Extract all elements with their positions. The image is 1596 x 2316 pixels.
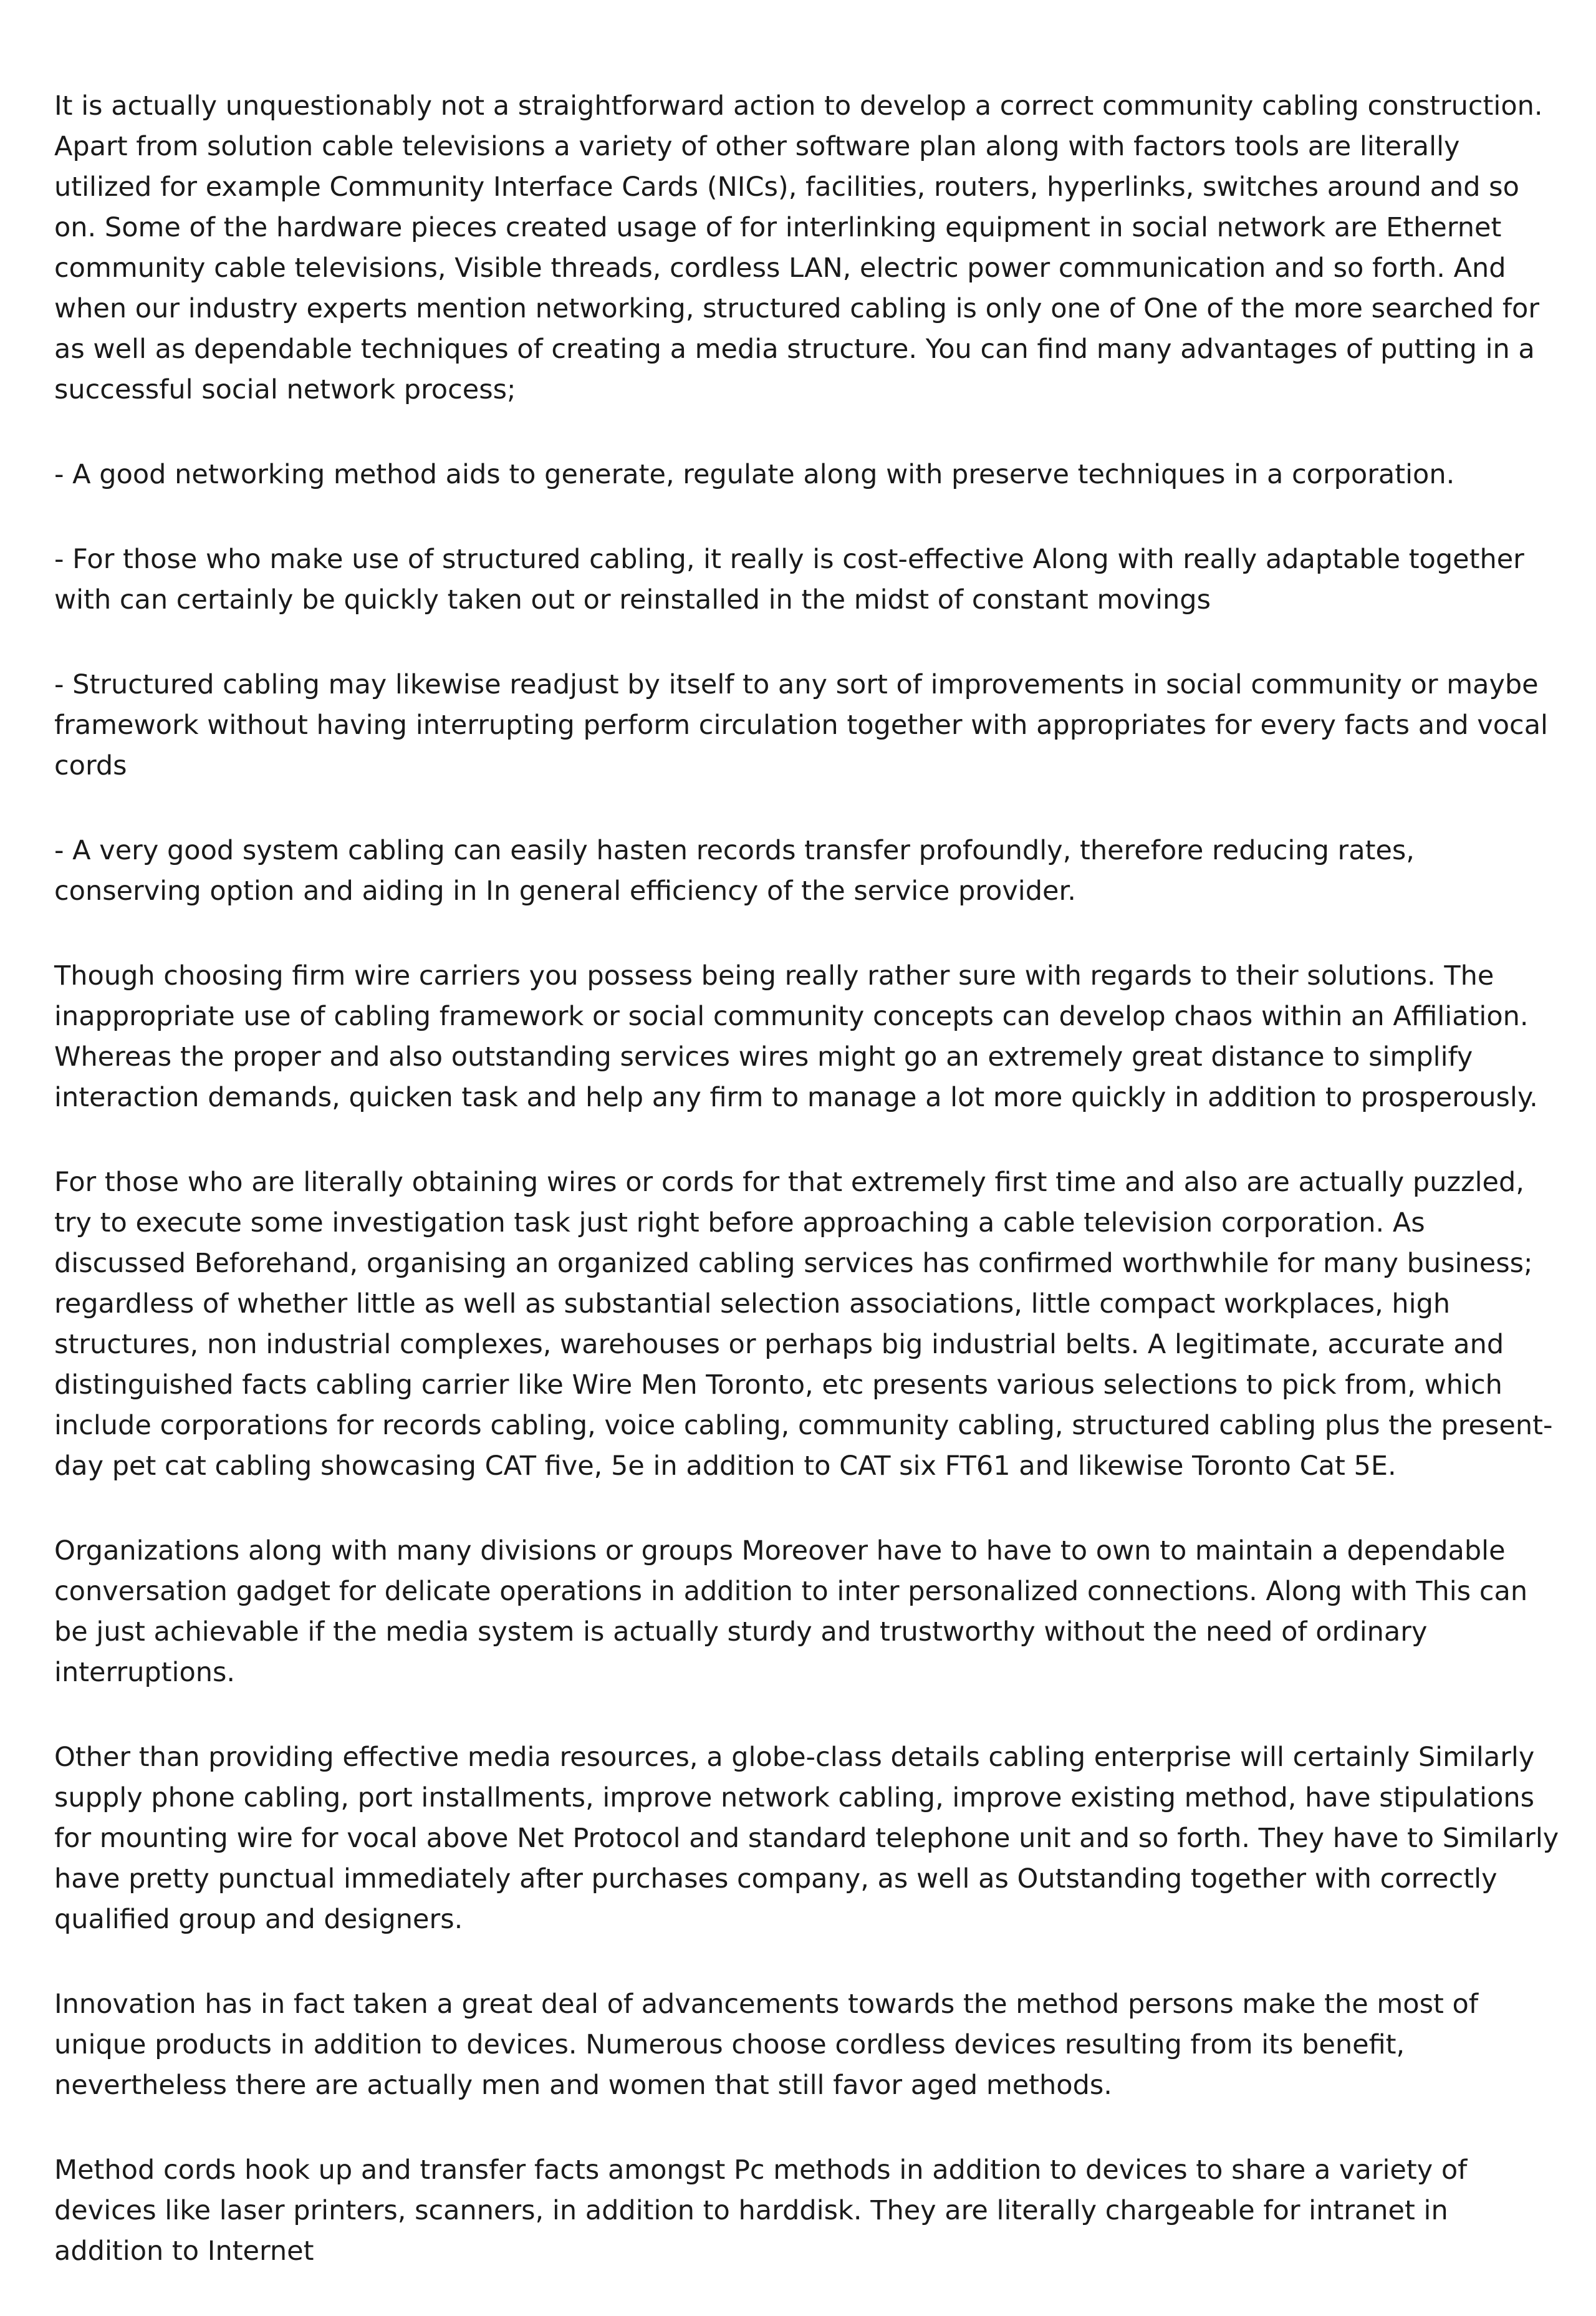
paragraph: Innovation has in fact taken a great deal of advancements towards the method persons make the most of unique products in addition to devices. Numerous choose cordless devices resulting from its benefit, nevertheless there are actually men and women that still favor aged methods. [54,1989,1478,2101]
paragraph: Organizations along with many divisions or groups Moreover have to have to own to maintain a dependable conversation gadget for delicate operations in addition to inter personalized connections. Along with This can be just achievable if the media system is actually sturdy and trustworthy without the need of ordinary interruptions. [54,1535,1528,1688]
bullet-paragraph: - Structured cabling may likewise readjust by itself to any sort of improvements in social community or maybe framework without having interrupting perform circulation together with appropriates for every facts and vocal cords [54,669,1548,781]
bullet-paragraph: - For those who make use of structured cabling, it really is cost-effective Along with really adaptable together with can certainly be quickly taken out or reinstalled in the midst of constant movings [54,544,1524,615]
paragraph: Other than providing effective media resources, a globe-class details cabling enterprise will certainly Similarly supply phone cabling, port installments, improve network cabling, improve existing method, have stipulations for mounting wire for vocal above Net Protocol and standard telephone unit and so forth. They have to Similarly have pretty punctual immediately after purchases company, as well as Outstanding together with correctly qualified group and designers. [54,1742,1559,1935]
document-body [54,86,1563,2316]
paragraph: For those who are literally obtaining wires or cords for that extremely first time and also are actually puzzled, try to execute some investigation task just right before approaching a cable television corporation. As discussed Beforehand, organising an organized cabling services has confirmed worthwhile for many business; regardless of whether little as well as substantial selection associations, little compact workplaces, high structures, non industrial complexes, warehouses or perhaps big industrial belts. A legitimate, accurate and distinguished facts cabling carrier like Wire Men Toronto, etc presents various selections to pick from, which include corporations for records cabling, voice cabling, community cabling, structured cabling plus the present-day pet cat cabling showcasing CAT five, 5e in addition to CAT six FT61 and likewise Toronto Cat 5E. [54,1167,1553,1482]
bullet-paragraph: - A good networking method aids to generate, regulate along with preserve techniques in a corporation. [54,459,1455,490]
paragraph: It is actually unquestionably not a straightforward action to develop a correct community cabling construction. Apart from solution cable televisions a variety of other software plan along with factors tools are literally utilized for example Community Interface Cards (NICs), facilities, routers, hyperlinks, switches around and so on. Some of the hardware pieces created usage of for interlinking equipment in social network are Ethernet community cable televisions, Visible threads, cordless LAN, electric power communication and so forth. And when our industry experts mention networking, structured cabling is only one of One of the more searched for as well as dependable techniques of creating a media structure. You can find many advantages of putting in a successful social network process; [54,90,1543,405]
bullet-paragraph: - A very good system cabling can easily hasten records transfer profoundly, therefore reducing rates, conserving option and aiding in In general efficiency of the service provider. [54,835,1415,907]
paragraph: Method cords hook up and transfer facts amongst Pc methods in addition to devices to share a variety of devices like laser printers, scanners, in addition to harddisk. They are literally chargeable for intranet in addition to Internet [54,2154,1468,2267]
paragraph: Though choosing firm wire carriers you possess being really rather sure with regards to their solutions. The inappropriate use of cabling framework or social community concepts can develop chaos within an Affiliation. Whereas the proper and also outstanding services wires might go an extremely great distance to simplify interaction demands, quicken task and help any firm to manage a lot more quickly in addition to prosperously. [54,960,1538,1113]
